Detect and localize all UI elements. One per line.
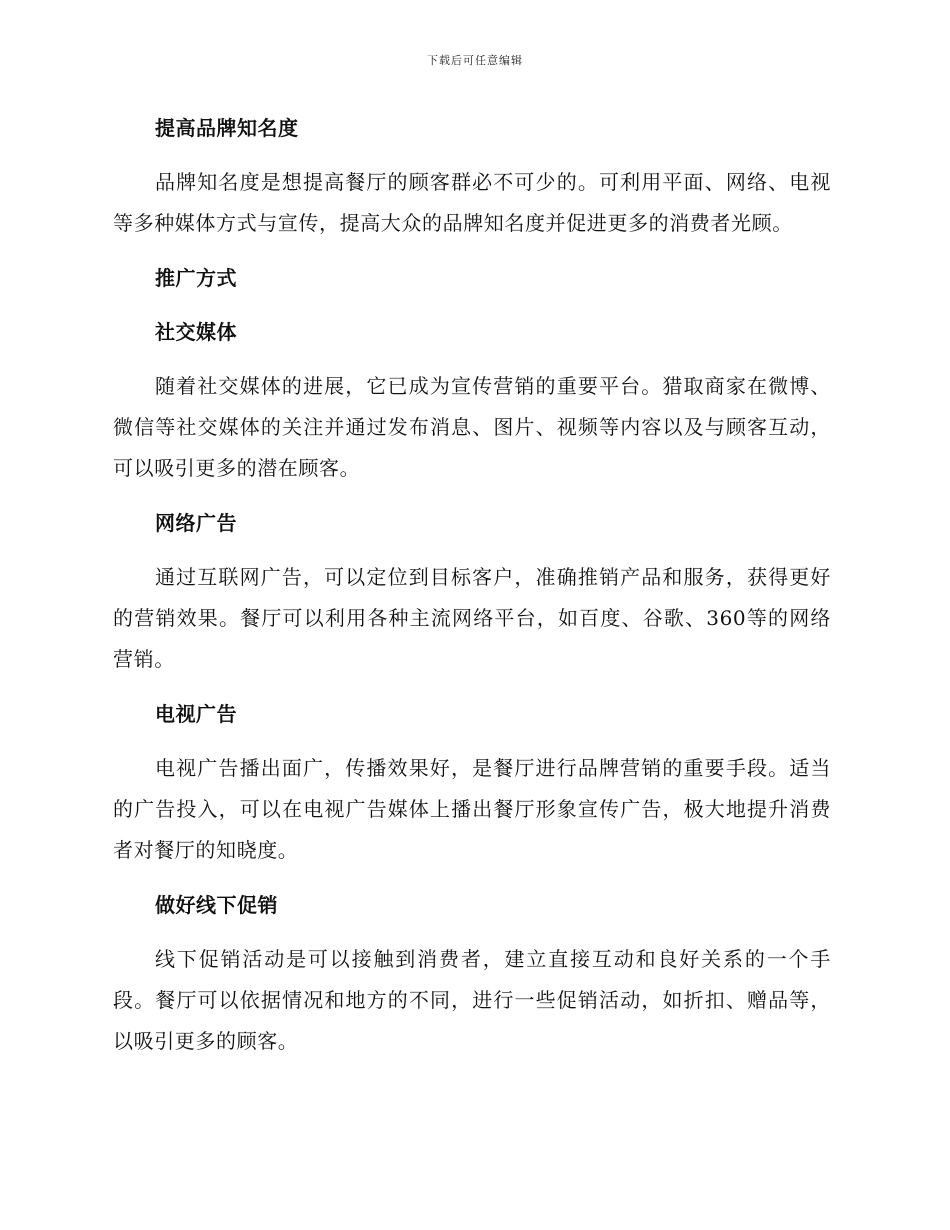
section-body-tv-ads: 电视广告播出面广，传播效果好，是餐厅进行品牌营销的重要手段。适当的广告投入，可以在电视广告媒体上播出餐厅形象宣传广告，极大地提升消费者对餐厅的知晓度。	[113, 756, 831, 862]
page-header: 下载后可任意编辑	[427, 54, 523, 67]
document-body	[113, 108, 831, 1062]
section-heading-promotion-methods: 推广方式	[155, 266, 237, 290]
section-body-social-media: 随着社交媒体的进展，它已成为宣传营销的重要平台。猎取商家在微博、微信等社交媒体的关注并通过发布消息、图片、视频等内容以及与顾客互动，可以吸引更多的潜在顾客。	[113, 374, 831, 480]
section-heading-tv-ads: 电视广告	[155, 702, 237, 726]
section-body-offline-promotion: 线下促销活动是可以接触到消费者，建立直接互动和良好关系的一个手段。餐厅可以依据情况和地方的不同，进行一些促销活动，如折扣、赠品等，以吸引更多的顾客。	[113, 947, 831, 1053]
section-heading-online-ads: 网络广告	[155, 511, 237, 535]
section-body-online-ads: 通过互联网广告，可以定位到目标客户，准确推销产品和服务，获得更好的营销效果。餐厅可以利用各种主流网络平台，如百度、谷歌、360等的网络营销。	[113, 565, 831, 671]
section-heading-brand-awareness: 提高品牌知名度	[155, 116, 299, 140]
section-heading-offline-promotion: 做好线下促销	[155, 893, 278, 917]
section-body-brand-awareness: 品牌知名度是想提高餐厅的顾客群必不可少的。可利用平面、网络、电视等多种媒体方式与宣传，提高大众的品牌知名度并促进更多的消费者光顾。	[113, 170, 831, 235]
section-heading-social-media: 社交媒体	[155, 320, 237, 344]
